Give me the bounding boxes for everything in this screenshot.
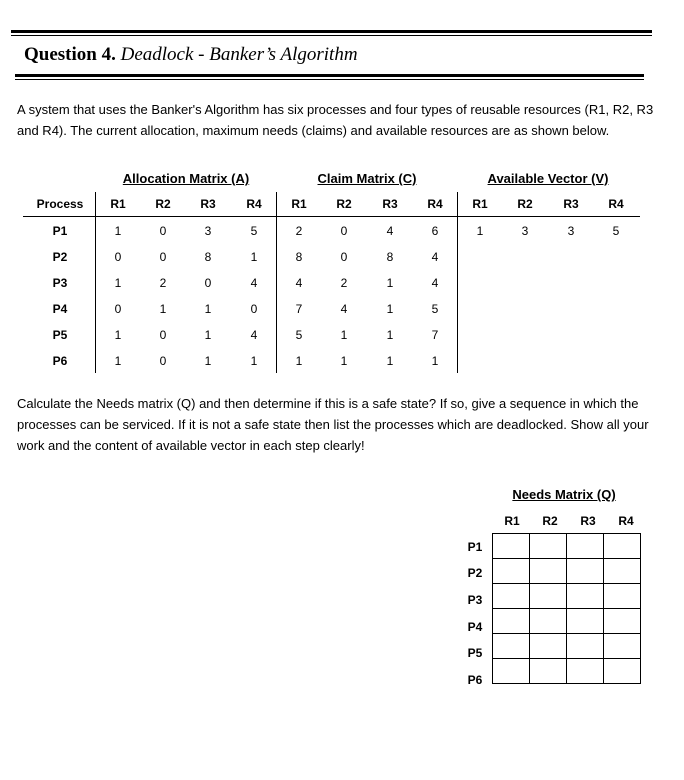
claim-cell-p5-r2: 1 (340, 328, 348, 342)
needs-matrix-title: Needs Matrix (Q) (512, 487, 616, 502)
allocation-cell-p1-r3: 3 (204, 224, 212, 238)
needs-cell-p5-r3[interactable] (567, 634, 604, 659)
bottom-rule-thick (15, 74, 644, 77)
process-label-p1: P1 (52, 224, 68, 238)
needs-cell-p5-r2[interactable] (530, 634, 567, 659)
allocation-cell-p4-r2: 1 (159, 302, 167, 316)
needs-cell-p2-r1[interactable] (493, 559, 530, 584)
available-header-r1: R1 (472, 197, 488, 211)
claim-cell-p1-r1: 2 (295, 224, 303, 238)
needs-cell-p4-r1[interactable] (493, 609, 530, 634)
allocation-cell-p5-r1: 1 (114, 328, 122, 342)
claim-cell-p4-r1: 7 (295, 302, 303, 316)
claim-cell-p3-r3: 1 (386, 276, 394, 290)
needs-answer-grid (492, 533, 641, 684)
claim-cell-p5-r4: 7 (431, 328, 439, 342)
needs-cell-p1-r3[interactable] (567, 534, 604, 559)
allocation-cell-p4-r4: 0 (250, 302, 258, 316)
needs-grid-row (493, 634, 641, 659)
needs-grid-row (493, 609, 641, 634)
claim-cell-p6-r1: 1 (295, 354, 303, 368)
bottom-rule-thin (15, 79, 644, 80)
claim-cell-p2-r4: 4 (431, 250, 439, 264)
allocation-cell-p1-r1: 1 (114, 224, 122, 238)
needs-cell-p6-r2[interactable] (530, 659, 567, 684)
claim-header-r3: R3 (382, 197, 398, 211)
allocation-matrix-title: Allocation Matrix (A) (122, 171, 250, 186)
needs-grid-row (493, 534, 641, 559)
claim-cell-p3-r2: 2 (340, 276, 348, 290)
top-rule-thin (11, 35, 652, 36)
needs-row-p4: P4 (467, 620, 483, 634)
needs-col-r2: R2 (542, 514, 558, 528)
allocation-cell-p2-r4: 1 (250, 250, 258, 264)
needs-cell-p3-r3[interactable] (567, 584, 604, 609)
needs-row-p6: P6 (467, 673, 483, 687)
needs-cell-p2-r4[interactable] (604, 559, 641, 584)
claim-cell-p4-r4: 5 (431, 302, 439, 316)
claim-matrix-title: Claim Matrix (C) (317, 171, 417, 186)
allocation-cell-p2-r2: 0 (159, 250, 167, 264)
claim-cell-p4-r2: 4 (340, 302, 348, 316)
needs-cell-p3-r1[interactable] (493, 584, 530, 609)
allocation-cell-p3-r3: 0 (204, 276, 212, 290)
claim-cell-p1-r2: 0 (340, 224, 348, 238)
claim-cell-p5-r3: 1 (386, 328, 394, 342)
claim-cell-p2-r2: 0 (340, 250, 348, 264)
claim-cell-p2-r1: 8 (295, 250, 303, 264)
needs-cell-p4-r3[interactable] (567, 609, 604, 634)
available-value-r3: 3 (567, 224, 575, 238)
needs-cell-p4-r4[interactable] (604, 609, 641, 634)
allocation-left-border (95, 192, 96, 373)
claim-cell-p6-r4: 1 (431, 354, 439, 368)
needs-col-r1: R1 (504, 514, 520, 528)
task-paragraph: Calculate the Needs matrix (Q) and then determine if this is a safe state? If so, give a sequence in which the processes can be serviced. If it is not a safe state then list the processes which are deadlocked. Show all your work and the content of available vector in each step clearly! (17, 396, 649, 453)
claim-cell-p6-r2: 1 (340, 354, 348, 368)
allocation-cell-p6-r2: 0 (159, 354, 167, 368)
needs-cell-p6-r4[interactable] (604, 659, 641, 684)
allocation-header-r4: R4 (246, 197, 262, 211)
allocation-header-r1: R1 (110, 197, 126, 211)
needs-cell-p2-r3[interactable] (567, 559, 604, 584)
needs-cell-p5-r1[interactable] (493, 634, 530, 659)
process-label-p2: P2 (52, 250, 68, 264)
available-header-r3: R3 (563, 197, 579, 211)
claim-header-r4: R4 (427, 197, 443, 211)
needs-grid-row (493, 659, 641, 684)
question-title (24, 44, 358, 66)
available-value-r1: 1 (476, 224, 484, 238)
needs-row-p2: P2 (467, 566, 483, 580)
available-header-r4: R4 (608, 197, 624, 211)
needs-cell-p6-r3[interactable] (567, 659, 604, 684)
claim-cell-p3-r4: 4 (431, 276, 439, 290)
claim-cell-p4-r3: 1 (386, 302, 394, 316)
top-rule-thick (11, 30, 652, 33)
intro-paragraph: A system that uses the Banker's Algorithm has six processes and four types of reusable resources (R1, R2, R3 and R4). The current allocation, maximum needs (claims) and available resources are as shown below. (17, 102, 654, 138)
question-number: Question 4. (24, 44, 116, 65)
claim-cell-p6-r3: 1 (386, 354, 394, 368)
available-header-r2: R2 (517, 197, 533, 211)
available-vector-title: Available Vector (V) (487, 171, 609, 186)
claim-cell-p5-r1: 5 (295, 328, 303, 342)
question-subject: Deadlock - Banker’s Algorithm (120, 44, 358, 65)
allocation-cell-p5-r2: 0 (159, 328, 167, 342)
allocation-cell-p4-r1: 0 (114, 302, 122, 316)
process-label-p3: P3 (52, 276, 68, 290)
claim-cell-p1-r4: 6 (431, 224, 439, 238)
needs-cell-p1-r1[interactable] (493, 534, 530, 559)
allocation-header-r2: R2 (155, 197, 171, 211)
allocation-header-r3: R3 (200, 197, 216, 211)
claim-cell-p3-r1: 4 (295, 276, 303, 290)
allocation-cell-p5-r3: 1 (204, 328, 212, 342)
needs-grid-row (493, 559, 641, 584)
needs-row-p3: P3 (467, 593, 483, 607)
allocation-cell-p2-r3: 8 (204, 250, 212, 264)
process-column-header: Process (36, 197, 84, 211)
allocation-cell-p6-r4: 1 (250, 354, 258, 368)
available-value-r2: 3 (521, 224, 529, 238)
needs-cell-p4-r2[interactable] (530, 609, 567, 634)
allocation-cell-p1-r2: 0 (159, 224, 167, 238)
allocation-cell-p1-r4: 5 (250, 224, 258, 238)
process-label-p4: P4 (52, 302, 68, 316)
needs-cell-p5-r4[interactable] (604, 634, 641, 659)
allocation-cell-p4-r3: 1 (204, 302, 212, 316)
needs-row-p5: P5 (467, 646, 483, 660)
needs-grid-row (493, 584, 641, 609)
claim-header-r2: R2 (336, 197, 352, 211)
allocation-cell-p6-r3: 1 (204, 354, 212, 368)
claim-header-r1: R1 (291, 197, 307, 211)
process-label-p5: P5 (52, 328, 68, 342)
allocation-cell-p5-r4: 4 (250, 328, 258, 342)
needs-col-r4: R4 (618, 514, 634, 528)
allocation-cell-p3-r1: 1 (114, 276, 122, 290)
needs-cell-p1-r2[interactable] (530, 534, 567, 559)
process-label-p6: P6 (52, 354, 68, 368)
allocation-cell-p3-r4: 4 (250, 276, 258, 290)
needs-cell-p6-r1[interactable] (493, 659, 530, 684)
claim-available-divider (457, 192, 458, 373)
needs-col-r3: R3 (580, 514, 596, 528)
allocation-claim-divider (276, 192, 277, 373)
needs-cell-p2-r2[interactable] (530, 559, 567, 584)
header-underline (23, 216, 640, 217)
claim-cell-p1-r3: 4 (386, 224, 394, 238)
needs-cell-p3-r4[interactable] (604, 584, 641, 609)
allocation-cell-p6-r1: 1 (114, 354, 122, 368)
needs-cell-p1-r4[interactable] (604, 534, 641, 559)
allocation-cell-p3-r2: 2 (159, 276, 167, 290)
needs-row-p1: P1 (467, 540, 483, 554)
available-value-r4: 5 (612, 224, 620, 238)
needs-cell-p3-r2[interactable] (530, 584, 567, 609)
claim-cell-p2-r3: 8 (386, 250, 394, 264)
allocation-cell-p2-r1: 0 (114, 250, 122, 264)
